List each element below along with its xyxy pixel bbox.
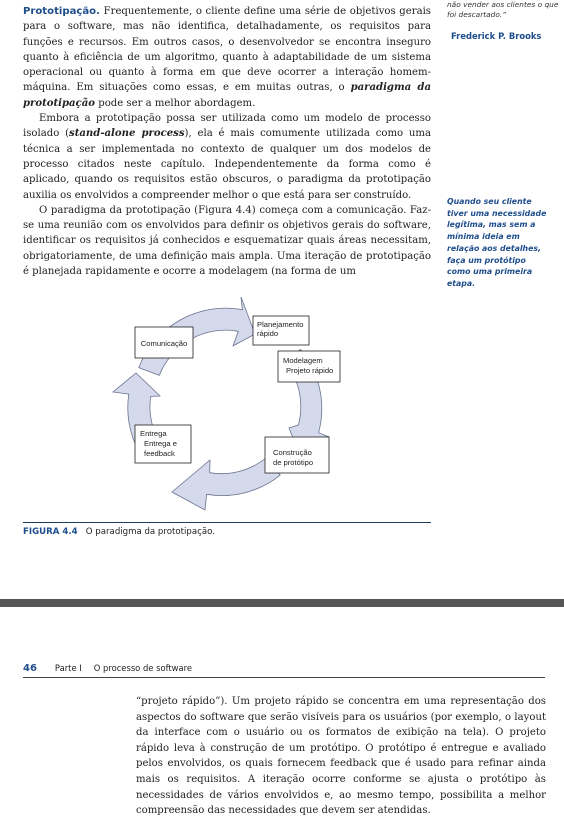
paragraph-embora — [23, 111, 431, 203]
run-in-heading: Prototipação. — [23, 6, 100, 17]
figure-label: FIGURA 4.4 — [23, 527, 78, 537]
cycle-arrow-bottom — [172, 458, 280, 510]
box-label: rápido — [257, 329, 279, 338]
part-label: Parte I — [54, 663, 82, 673]
box-label: Planejamento — [257, 320, 304, 329]
page-break-divider — [0, 599, 564, 607]
margin-note: Quando seu cliente tiver uma necessidade legítima, mas sem a mínima ideia em relação aos detalhes, faça um protótipo como uma primeira etapa. — [447, 197, 547, 288]
paragraph-prototipacao — [23, 4, 431, 111]
box-modelagem — [278, 351, 340, 382]
box-label: Projeto rápido — [286, 366, 334, 375]
running-header — [23, 663, 192, 674]
quote-author: Frederick P. Brooks — [451, 31, 542, 41]
box-label: de protótipo — [273, 458, 314, 467]
box-planejamento — [253, 316, 309, 345]
page-number: 46 — [23, 663, 37, 674]
box-entrega — [135, 425, 191, 463]
box-comunicacao — [135, 327, 193, 358]
margin-quote: não vender aos clientes o que foi descartado.” — [447, 0, 559, 19]
paragraph-text: ), ela é mais comumente utilizada como uma técnica a ser implementada no contexto de qualquer um dos modelos de processo citados neste capítulo. Independentemente da forma como é aplicado, quando os requisitos estão obscuros, o paradigma da prototipação auxilia os envolvidos a compreender melhor o que está para ser construído. — [23, 128, 431, 201]
main-text-column — [23, 4, 431, 279]
box-label: Entrega e — [144, 439, 177, 448]
continuation-text — [136, 694, 546, 819]
paragraph-paradigma: O paradigma da prototipação (Figura 4.4) começa com a comunicação. Faz-se uma reunião com os envolvidos para definir os objetivos gerais do software, identificar os requisitos já conhecidos e esquematizar quais áreas necessitam, obrigatoriamente, de uma definição mais ampla. Uma iteração de prototipação é planejada rapidamente e ocorre a modelagem (na forma de um — [23, 204, 431, 278]
figure-caption — [23, 527, 215, 537]
paragraph-text: pode ser a melhor abordagem. — [95, 97, 256, 109]
box-label: Modelagem — [283, 356, 323, 365]
box-label: Comunicação — [140, 339, 188, 348]
header-rule — [23, 677, 545, 678]
key-term: stand-alone process — [69, 128, 185, 140]
box-label: Construção — [273, 448, 312, 457]
paragraph-text: Frequentemente, o cliente define uma série de objetivos gerais para o software, mas não identifica, detalhadamente, os requisitos para funções e recursos. Em outros casos, o desenvolvedor se encontra inseguro quanto à eficiência de um algoritmo, quanto à adaptabilidade de um sistema operacional ou quanto à forma em que deve ocorrer a interação homem-máquina. Em situações como essas, e em muitas outras, o — [23, 6, 431, 94]
chapter-title: O processo de software — [93, 663, 193, 673]
key-term: paradigma da prototipação — [23, 82, 432, 109]
box-label: Entrega — [140, 429, 167, 438]
prototyping-cycle-diagram — [95, 297, 355, 512]
box-construcao — [265, 437, 329, 473]
figure-rule — [23, 522, 431, 523]
paragraph-text: Embora a prototipação possa ser utilizada como um modelo de processo isolado ( — [23, 113, 431, 140]
paragraph-continuation: “projeto rápido”). Um projeto rápido se concentra em uma representação dos aspectos do software que serão visíveis para os usuários (por exemplo, o layout da interface com o usuário ou os formatos de exibição na tela). O projeto rápido leva à construção de um protótipo. O protótipo é entregue e avaliado pelos envolvidos, os quais fornecem feedback que é usado para refinar ainda mais os requisitos. A iteração ocorre conforme se ajusta o protótipo às necessidades de vários envolvidos e, ao mesmo tempo, possibilita a melhor compreensão das necessidades que devem ser atendidas. — [136, 696, 546, 817]
box-label: feedback — [144, 449, 175, 458]
caption-text: O paradigma da prototipação. — [85, 527, 215, 537]
